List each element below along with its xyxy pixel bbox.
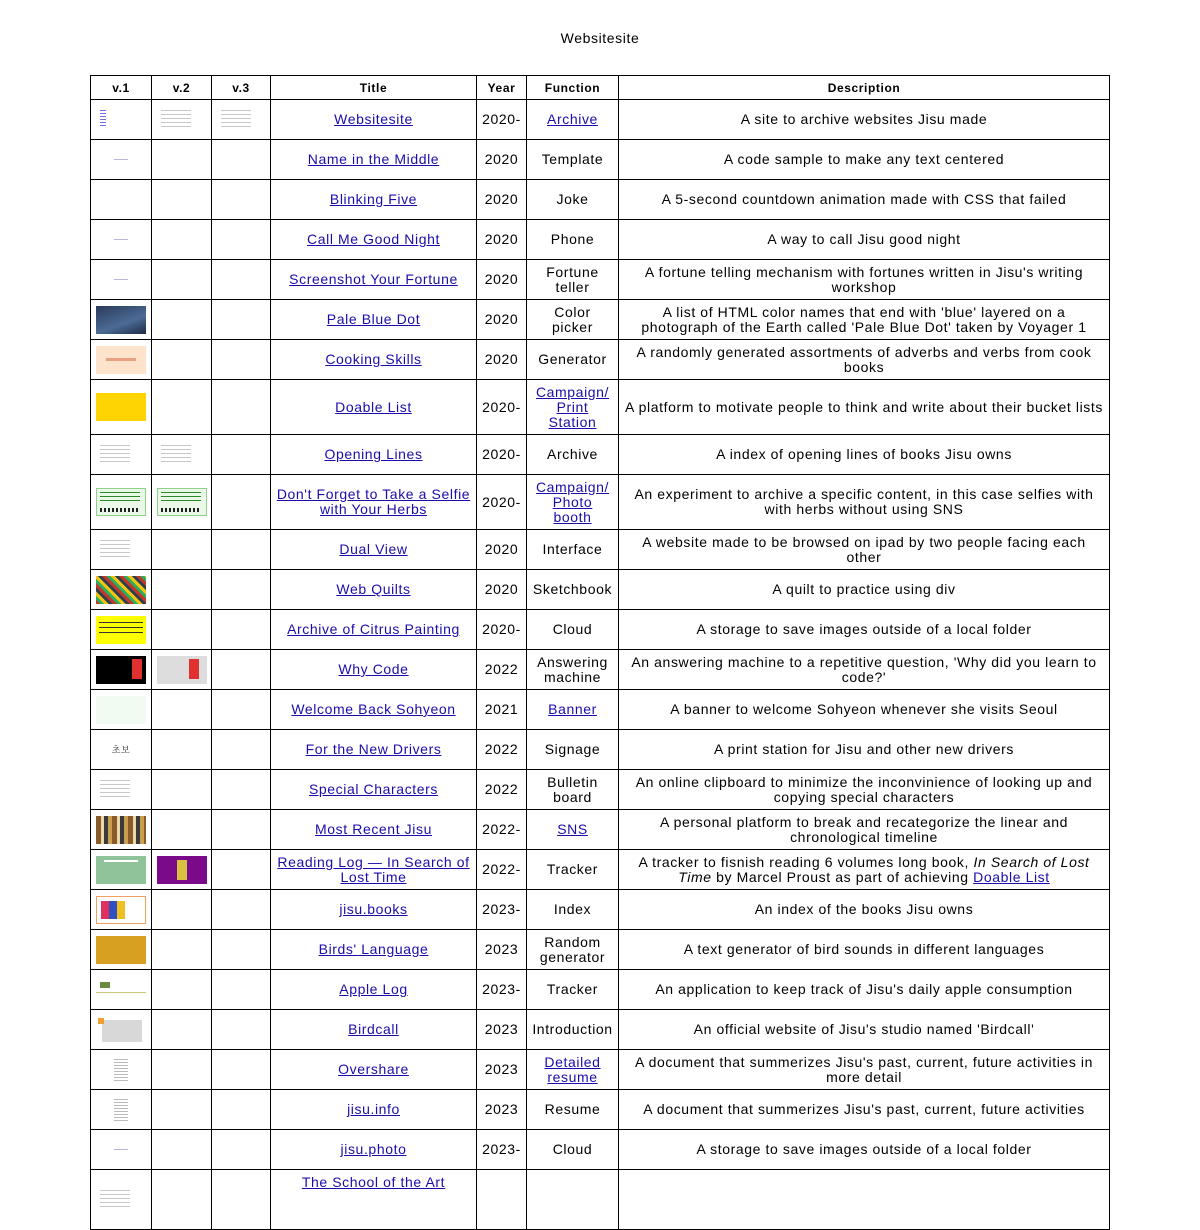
column-header-title: Title <box>271 76 477 100</box>
description-text: A tracker to fisnish reading 6 volumes long book, <box>638 853 974 870</box>
table-row <box>91 1010 1110 1050</box>
thumbnail-v3-empty <box>212 1050 271 1090</box>
table-row <box>91 180 1110 220</box>
thumbnail-image[interactable] <box>96 106 146 134</box>
table-header-row <box>91 76 1110 100</box>
description-cell: A way to call Jisu good night <box>619 220 1110 260</box>
thumbnail-v2-empty <box>152 220 212 260</box>
function-cell: Tracker <box>527 850 619 890</box>
table-row <box>91 810 1110 850</box>
thumbnail-v2-empty <box>152 530 212 570</box>
table-row <box>91 435 1110 475</box>
description-cell: A personal platform to break and recategorize the linear and chronological timeline <box>619 810 1110 850</box>
thumbnail-v1[interactable] <box>91 140 152 180</box>
year-cell: 2020 <box>477 140 527 180</box>
table-row <box>91 380 1110 435</box>
title-link[interactable]: Most Recent Jisu <box>315 821 432 837</box>
function-cell: Template <box>527 140 619 180</box>
title-link[interactable]: Name in the Middle <box>307 151 440 167</box>
title-link[interactable]: Birdcall <box>348 1021 399 1037</box>
function-cell: Index <box>527 890 619 930</box>
thumbnail-v2[interactable] <box>152 650 212 690</box>
function-cell: Random generator <box>527 930 619 970</box>
thumbnail-v1[interactable] <box>91 530 152 570</box>
title-link[interactable]: Special Characters <box>308 781 439 797</box>
thumbnail-v1[interactable] <box>91 260 152 300</box>
description-cell: A platform to motivate people to think and write about their bucket lists <box>619 380 1110 435</box>
description-cell: A list of HTML color names that end with 'blue' layered on a photograph of the Earth called 'Pale Blue Dot' taken by Voyager 1 <box>619 300 1110 340</box>
function-link[interactable]: Archive <box>547 111 598 127</box>
description-cell: An application to keep track of Jisu's daily apple consumption <box>619 970 1110 1010</box>
title-link[interactable]: Dual View <box>339 541 408 557</box>
function-cell: Interface <box>527 530 619 570</box>
year-cell: 2022- <box>477 850 527 890</box>
function-cell: Cloud <box>527 610 619 650</box>
thumbnail-v1[interactable] <box>91 1010 152 1050</box>
thumbnail-v2-empty <box>152 1130 212 1170</box>
column-header-v1: v.1 <box>91 76 152 100</box>
title-link[interactable]: Don't Forget to Take a Selfie with Your Herbs <box>276 486 471 517</box>
thumbnail-v3-empty <box>212 1010 271 1050</box>
thumbnail-v3-empty <box>212 570 271 610</box>
thumbnail-v1[interactable] <box>91 100 152 140</box>
thumbnail-image[interactable] <box>96 656 146 684</box>
thumbnail-v2-empty <box>152 690 212 730</box>
thumbnail-image[interactable] <box>96 393 146 421</box>
title-link[interactable]: Birds' Language <box>318 941 429 957</box>
thumbnail-v3-empty <box>212 610 271 650</box>
description-cell: An index of the books Jisu owns <box>619 890 1110 930</box>
thumbnail-image[interactable] <box>96 1096 146 1124</box>
function-link[interactable]: Banner <box>548 701 597 717</box>
function-link[interactable]: Detailed resume <box>544 1053 601 1085</box>
thumbnail-v3-empty <box>212 220 271 260</box>
thumbnail-image[interactable] <box>96 1016 146 1044</box>
function-cell: Introduction <box>527 1010 619 1050</box>
function-cell: Bulletin board <box>527 770 619 810</box>
year-cell: 2020 <box>477 530 527 570</box>
thumbnail-v1[interactable] <box>91 570 152 610</box>
thumbnail-image[interactable] <box>96 536 146 564</box>
thumbnail-v3-empty <box>212 850 271 890</box>
description-cell: A storage to save images outside of a local folder <box>619 610 1110 650</box>
description-cell: A storage to save images outside of a local folder <box>619 1130 1110 1170</box>
description-cell: An answering machine to a repetitive question, 'Why did you learn to code?' <box>619 650 1110 690</box>
column-header-description: Description <box>619 76 1110 100</box>
thumbnail-v3-empty <box>212 1130 271 1170</box>
table-row <box>91 970 1110 1010</box>
year-cell: 2020- <box>477 610 527 650</box>
thumbnail-image[interactable] <box>157 656 207 684</box>
title-link[interactable]: jisu.photo <box>340 1141 407 1157</box>
thumbnail-v3-empty <box>212 530 271 570</box>
year-cell: 2023- <box>477 890 527 930</box>
table-row <box>91 300 1110 340</box>
column-header-v3: v.3 <box>212 76 271 100</box>
description-cell <box>619 850 1110 890</box>
thumbnail-v1[interactable] <box>91 380 152 435</box>
thumbnail-v2-empty <box>152 380 212 435</box>
thumbnail-v2-empty <box>152 890 212 930</box>
thumbnail-v2-empty <box>152 1090 212 1130</box>
doable-list-link[interactable]: Doable List <box>973 868 1050 885</box>
thumbnail-image[interactable] <box>96 306 146 334</box>
table-row <box>91 730 1110 770</box>
year-cell: 2023 <box>477 930 527 970</box>
column-header-year: Year <box>477 76 527 100</box>
function-cell: Joke <box>527 180 619 220</box>
title-link[interactable]: Archive of Citrus Painting <box>287 621 460 637</box>
thumbnail-v2-empty <box>152 1050 212 1090</box>
title-link[interactable]: Blinking Five <box>329 191 418 207</box>
description-cell: A site to archive websites Jisu made <box>619 100 1110 140</box>
title-link[interactable]: Doable List <box>335 398 412 415</box>
thumbnail-image[interactable] <box>157 441 207 469</box>
year-cell: 2023 <box>477 1090 527 1130</box>
thumbnail-image[interactable] <box>96 576 146 604</box>
title-link[interactable]: Opening Lines <box>324 446 423 462</box>
thumbnail-v2-empty <box>152 610 212 650</box>
thumbnail-v3[interactable] <box>212 100 271 140</box>
title-link[interactable]: For the New Drivers <box>305 741 442 757</box>
year-cell: 2020- <box>477 380 527 435</box>
column-header-function: Function <box>527 76 619 100</box>
thumbnail-image[interactable] <box>96 776 146 804</box>
title-link[interactable]: jisu.books <box>339 901 408 917</box>
thumbnail-v2-empty <box>152 930 212 970</box>
function-cell: Phone <box>527 220 619 260</box>
year-cell: 2020- <box>477 435 527 475</box>
thumbnail-v1[interactable] <box>91 1090 152 1130</box>
thumbnail-v2-empty <box>152 340 212 380</box>
thumbnail-v1[interactable] <box>91 180 152 220</box>
thumbnail-v1[interactable] <box>91 690 152 730</box>
thumbnail-image[interactable] <box>96 146 146 174</box>
thumbnail-image[interactable] <box>96 896 146 924</box>
thumbnail-v3-empty <box>212 1090 271 1130</box>
title-link[interactable]: The School of the Art <box>301 1174 446 1190</box>
year-cell: 2020- <box>477 100 527 140</box>
year-cell: 2020 <box>477 300 527 340</box>
thumbnail-v3-empty <box>212 300 271 340</box>
thumbnail-v3-empty <box>212 930 271 970</box>
thumbnail-v1[interactable] <box>91 650 152 690</box>
thumbnail-image[interactable] <box>96 936 146 964</box>
table-row <box>91 140 1110 180</box>
thumbnail-v1[interactable] <box>91 435 152 475</box>
thumbnail-v2[interactable] <box>152 100 212 140</box>
description-cell: An experiment to archive a specific content, in this case selfies with with herbs without using SNS <box>619 475 1110 530</box>
thumbnail-v3-empty <box>212 650 271 690</box>
table-row <box>91 260 1110 300</box>
thumbnail-image[interactable] <box>96 1136 146 1164</box>
thumbnail-image[interactable] <box>96 816 146 844</box>
thumbnail-v3-empty <box>212 810 271 850</box>
title-link[interactable]: Overshare <box>338 1061 409 1077</box>
title-link[interactable]: Web Quilts <box>336 581 411 597</box>
thumbnail-v2-empty <box>152 570 212 610</box>
websites-table <box>90 75 1110 1230</box>
table-row <box>91 650 1110 690</box>
title-link[interactable]: Reading Log — In Search of Lost Time <box>277 853 470 885</box>
thumbnail-v3-empty <box>212 890 271 930</box>
year-cell: 2020- <box>477 475 527 530</box>
thumbnail-v1[interactable] <box>91 340 152 380</box>
thumbnail-v1[interactable] <box>91 810 152 850</box>
thumbnail-image[interactable] <box>217 106 267 134</box>
function-link[interactable]: Campaign/ Print Station <box>535 383 610 430</box>
title-link[interactable]: Welcome Back Sohyeon <box>291 701 456 717</box>
description-cell: A index of opening lines of books Jisu owns <box>619 435 1110 475</box>
column-header-v2: v.2 <box>152 76 212 100</box>
title-link[interactable]: Cooking Skills <box>325 351 422 367</box>
year-cell: 2021 <box>477 690 527 730</box>
function-link[interactable]: SNS <box>557 821 588 837</box>
description-cell: An online clipboard to minimize the inconvinience of looking up and copying special characters <box>619 770 1110 810</box>
thumbnail-image[interactable] <box>96 441 146 469</box>
thumbnail-v2[interactable] <box>152 435 212 475</box>
year-cell: 2022 <box>477 770 527 810</box>
table-row <box>91 100 1110 140</box>
function-cell: Cloud <box>527 1130 619 1170</box>
table-row <box>91 1130 1110 1170</box>
table-row <box>91 570 1110 610</box>
table-row <box>91 1090 1110 1130</box>
thumbnail-v3-empty <box>212 690 271 730</box>
description-cell: A code sample to make any text centered <box>619 140 1110 180</box>
function-cell: Resume <box>527 1090 619 1130</box>
thumbnail-v2-empty <box>152 180 212 220</box>
table-row <box>91 890 1110 930</box>
thumbnail-image[interactable] <box>96 976 146 1004</box>
title-link[interactable]: Pale Blue Dot <box>326 311 421 327</box>
thumbnail-v3-empty <box>212 340 271 380</box>
description-cell: A print station for Jisu and other new drivers <box>619 730 1110 770</box>
description-text: by Marcel Proust as part of achieving <box>711 868 974 885</box>
table-row <box>91 690 1110 730</box>
function-cell: Archive <box>527 435 619 475</box>
thumbnail-v3-empty <box>212 435 271 475</box>
year-cell: 2022 <box>477 730 527 770</box>
title-link[interactable]: Why Code <box>338 661 409 677</box>
thumbnail-v1[interactable] <box>91 300 152 340</box>
table-row <box>91 770 1110 810</box>
description-cell: A document that summerizes Jisu's past, current, future activities <box>619 1090 1110 1130</box>
thumbnail-v3-empty <box>212 970 271 1010</box>
table-row <box>91 220 1110 260</box>
thumbnail-image[interactable]: 초보 <box>111 744 131 755</box>
thumbnail-v1[interactable] <box>91 1130 152 1170</box>
table-row <box>91 930 1110 970</box>
description-cell: A fortune telling mechanism with fortunes written in Jisu's writing workshop <box>619 260 1110 300</box>
table-row <box>91 850 1110 890</box>
thumbnail-v3-empty <box>212 140 271 180</box>
thumbnail-v2-empty <box>152 730 212 770</box>
thumbnail-v2-empty <box>152 810 212 850</box>
description-cell: A document that summerizes Jisu's past, current, future activities in more detail <box>619 1050 1110 1090</box>
year-cell: 2023 <box>477 1010 527 1050</box>
table-row <box>91 530 1110 570</box>
thumbnail-v2-empty <box>152 300 212 340</box>
year-cell: 2022- <box>477 810 527 850</box>
thumbnail-image[interactable] <box>96 616 146 644</box>
thumbnail-v1[interactable] <box>91 610 152 650</box>
page-title: Websitesite <box>560 30 640 46</box>
thumbnail-image[interactable] <box>96 186 146 214</box>
description-cell: A randomly generated assortments of adverbs and verbs from cook books <box>619 340 1110 380</box>
thumbnail-image[interactable] <box>96 856 146 884</box>
function-cell: Sketchbook <box>527 570 619 610</box>
table-row <box>91 340 1110 380</box>
function-cell: Signage <box>527 730 619 770</box>
title-link[interactable]: Call Me Good Night <box>307 231 440 247</box>
thumbnail-v3-empty <box>212 180 271 220</box>
title-link[interactable]: Apple Log <box>339 981 408 997</box>
description-cell: An official website of Jisu's studio named 'Birdcall' <box>619 1010 1110 1050</box>
thumbnail-v1[interactable] <box>91 1050 152 1090</box>
thumbnail-image[interactable] <box>96 266 146 294</box>
thumbnail-image[interactable] <box>96 1056 146 1084</box>
thumbnail-v3-empty <box>212 380 271 435</box>
year-cell: 2023- <box>477 1130 527 1170</box>
book-title: In Search of Lost Time <box>678 853 1090 885</box>
thumbnail-v2-empty <box>152 260 212 300</box>
year-cell: 2020 <box>477 340 527 380</box>
title-link[interactable]: jisu.info <box>347 1101 400 1117</box>
thumbnail-image[interactable] <box>96 346 146 374</box>
thumbnail-v3-empty <box>212 770 271 810</box>
thumbnail-v2[interactable] <box>152 475 212 530</box>
thumbnail-v3-empty <box>212 475 271 530</box>
table-row <box>91 1050 1110 1090</box>
function-cell: Color picker <box>527 300 619 340</box>
thumbnail-v1[interactable] <box>91 970 152 1010</box>
description-cell: A quilt to practice using div <box>619 570 1110 610</box>
thumbnail-image[interactable] <box>157 106 207 134</box>
year-cell: 2023 <box>477 1050 527 1090</box>
description-cell: A text generator of bird sounds in different languages <box>619 930 1110 970</box>
year-cell: 2023- <box>477 970 527 1010</box>
description-cell: A 5-second countdown animation made with CSS that failed <box>619 180 1110 220</box>
thumbnail-v2-empty <box>152 970 212 1010</box>
thumbnail-v2-empty <box>152 1010 212 1050</box>
thumbnail-v2-empty <box>152 770 212 810</box>
year-cell: 2020 <box>477 570 527 610</box>
thumbnail-v1[interactable] <box>91 475 152 530</box>
thumbnail-v2[interactable] <box>152 850 212 890</box>
function-cell: Fortune teller <box>527 260 619 300</box>
year-cell: 2022 <box>477 650 527 690</box>
description-cell: A banner to welcome Sohyeon whenever she visits Seoul <box>619 690 1110 730</box>
thumbnail-v1[interactable] <box>91 890 152 930</box>
description-cell: A website made to be browsed on ipad by two people facing each other <box>619 530 1110 570</box>
function-link[interactable]: Campaign/ Photo booth <box>535 478 610 525</box>
title-link[interactable]: Websitesite <box>334 111 413 127</box>
thumbnail-v2-empty <box>152 140 212 180</box>
thumbnail-v1[interactable] <box>91 930 152 970</box>
year-cell: 2020 <box>477 260 527 300</box>
thumbnail-image[interactable] <box>96 696 146 724</box>
year-cell: 2020 <box>477 220 527 260</box>
thumbnail-image[interactable] <box>157 488 207 516</box>
function-cell: Tracker <box>527 970 619 1010</box>
thumbnail-v3-empty <box>212 730 271 770</box>
thumbnail-image[interactable] <box>96 226 146 254</box>
table-row <box>91 610 1110 650</box>
thumbnail-image[interactable] <box>96 488 146 516</box>
function-cell: Answering machine <box>527 650 619 690</box>
table-row <box>91 475 1110 530</box>
thumbnail-image[interactable] <box>157 856 207 884</box>
thumbnail-v1[interactable] <box>91 730 152 770</box>
thumbnail-v1[interactable] <box>91 770 152 810</box>
function-cell: Generator <box>527 340 619 380</box>
title-link[interactable]: Screenshot Your Fortune <box>289 271 458 287</box>
year-cell: 2020 <box>477 180 527 220</box>
thumbnail-v3-empty <box>212 260 271 300</box>
thumbnail-v1[interactable] <box>91 850 152 890</box>
thumbnail-v1[interactable] <box>91 220 152 260</box>
